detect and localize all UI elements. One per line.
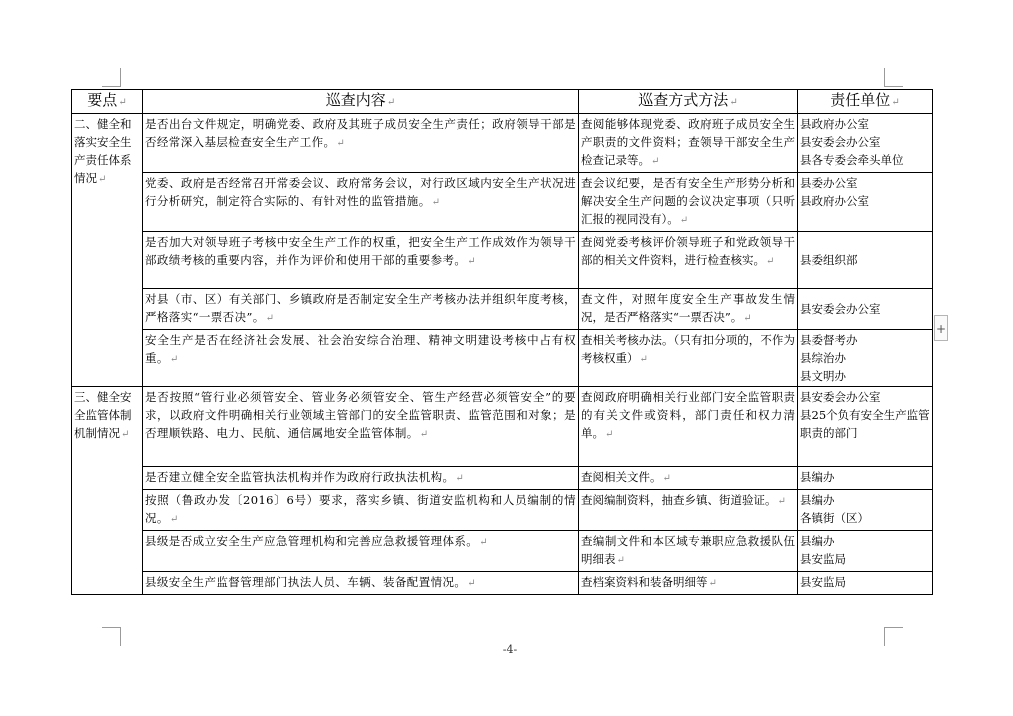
unit-line: 县安委会办公室 (800, 302, 881, 316)
table-row (72, 330, 933, 387)
inspection-method: 查会议纪要，是否有安全生产形势分析和解决安全生产问题的会议决定事项（只听汇报的视同没有）。↵ (579, 173, 798, 232)
table-row (72, 173, 933, 232)
inspection-method: 查阅能够体现党委、政府班子成员安全生产职责的文件资料；查领导干部安全生产检查记录等。↵ (579, 114, 798, 173)
unit-line: 县安监局 (800, 552, 846, 566)
inspection-content: 县级安全生产监督管理部门执法人员、车辆、装备配置情况。↵ (143, 572, 579, 595)
inspection-content: 按照（鲁政办发〔2016〕6号）要求，落实乡镇、街道安监机构和人员编制的情况。↵ (143, 490, 579, 531)
inspection-content: 安全生产是否在经济社会发展、社会治安综合治理、精神文明建设考核中占有权重。↵ (143, 330, 579, 387)
unit-line: 县政府办公室 (800, 194, 869, 208)
responsible-unit (798, 173, 933, 232)
unit-line: 县安监局 (800, 575, 846, 589)
responsible-unit (798, 490, 933, 531)
inspection-content: 县级是否成立安全生产应急管理机构和完善应急救援管理体系。↵ (143, 531, 579, 572)
unit-line: 县编办 (800, 493, 835, 507)
header-unit: 责任单位↵ (798, 90, 933, 114)
table-row (72, 572, 933, 595)
inspection-content: 党委、政府是否经常召开常委会议、政府常务会议，对行政区域内安全生产状况进行分析研究，制定符合实际的、有针对性的监管措施。↵ (143, 173, 579, 232)
header-method: 巡查方式方法↵ (579, 90, 798, 114)
unit-line: 县政府办公室 (800, 117, 869, 131)
table-row (72, 531, 933, 572)
unit-line: 县委办公室 (800, 176, 858, 190)
responsible-unit (798, 114, 933, 173)
header-point: 要点↵ (72, 90, 143, 114)
crop-mark-bottom-left (102, 627, 121, 646)
responsible-unit (798, 467, 933, 490)
expand-icon[interactable]: + (934, 315, 948, 341)
responsible-unit (798, 572, 933, 595)
crop-mark-bottom-right (884, 627, 903, 646)
inspection-content: 是否加大对领导班子考核中安全生产工作的权重，把安全生产工作成效作为领导干部政绩考核的重要内容，并作为评价和使用干部的重要参考。↵ (143, 232, 579, 289)
section-title: 三、健全安全监管体制机制情况↵ (72, 387, 143, 595)
unit-line: 县委组织部 (800, 253, 858, 267)
unit-line: 县各专委会牵头单位 (800, 153, 904, 167)
responsible-unit (798, 531, 933, 572)
responsible-unit (798, 232, 933, 289)
unit-line: 县安委会办公室 (800, 390, 881, 404)
inspection-method: 查文件，对照年度安全生产事故发生情况，是否严格落实“一票否决”。↵ (579, 289, 798, 330)
responsible-unit (798, 289, 933, 330)
inspection-method: 查阅政府明确相关行业部门安全监管职责的有关文件或资料，部门责任和权力清单。↵ (579, 387, 798, 467)
responsible-unit (798, 387, 933, 467)
section-title: 二、健全和落实安全生产责任体系情况↵ (72, 114, 143, 387)
header-row (72, 90, 933, 114)
unit-line: 县编办 (800, 534, 835, 548)
unit-line: 县编办 (800, 470, 835, 484)
inspection-content: 是否按照“管行业必须管安全、管业务必须管安全、管生产经营必须管安全”的要求，以政府文件明确相关行业领域主管部门的安全监管职责、监管范围和对象；是否理顺铁路、电力、民航、通信属地安全监管体制。↵ (143, 387, 579, 467)
responsible-unit (798, 330, 933, 387)
inspection-content: 是否建立健全安全监管执法机构并作为政府行政执法机构。↵ (143, 467, 579, 490)
unit-line: 县安委会办公室 (800, 135, 881, 149)
crop-mark-top-left (102, 68, 121, 87)
unit-line: 县25个负有安全生产监管职责的部门 (800, 408, 930, 440)
inspection-method: 查相关考核办法。（只有扣分项的，不作为考核权重）↵ (579, 330, 798, 387)
unit-line: 县综治办 (800, 351, 846, 365)
unit-line: 各镇街（区） (800, 511, 869, 525)
inspection-method: 查阅党委考核评价领导班子和党政领导干部的相关文件资料，进行检查核实。↵ (579, 232, 798, 289)
table-row (72, 232, 933, 289)
table-row (72, 387, 933, 467)
table-row (72, 490, 933, 531)
inspection-table (71, 89, 933, 595)
table-row (72, 114, 933, 173)
inspection-method: 查阅相关文件。↵ (579, 467, 798, 490)
unit-line: 县委督考办 (800, 333, 858, 347)
inspection-content: 是否出台文件规定，明确党委、政府及其班子成员安全生产责任；政府领导干部是否经常深入基层检查安全生产工作。↵ (143, 114, 579, 173)
page-number: -4- (502, 643, 518, 656)
unit-line: 县文明办 (800, 369, 846, 383)
inspection-content: 对县（市、区）有关部门、乡镇政府是否制定安全生产考核办法并组织年度考核，严格落实“一票否决”。↵ (143, 289, 579, 330)
inspection-method: 查档案资料和装备明细等↵ (579, 572, 798, 595)
table-row (72, 289, 933, 330)
inspection-method: 查编制文件和本区域专兼职应急救援队伍明细表↵ (579, 531, 798, 572)
inspection-method: 查阅编制资料，抽查乡镇、街道验证。↵ (579, 490, 798, 531)
header-content: 巡查内容↵ (143, 90, 579, 114)
table-row (72, 467, 933, 490)
crop-mark-top-right (884, 68, 903, 87)
